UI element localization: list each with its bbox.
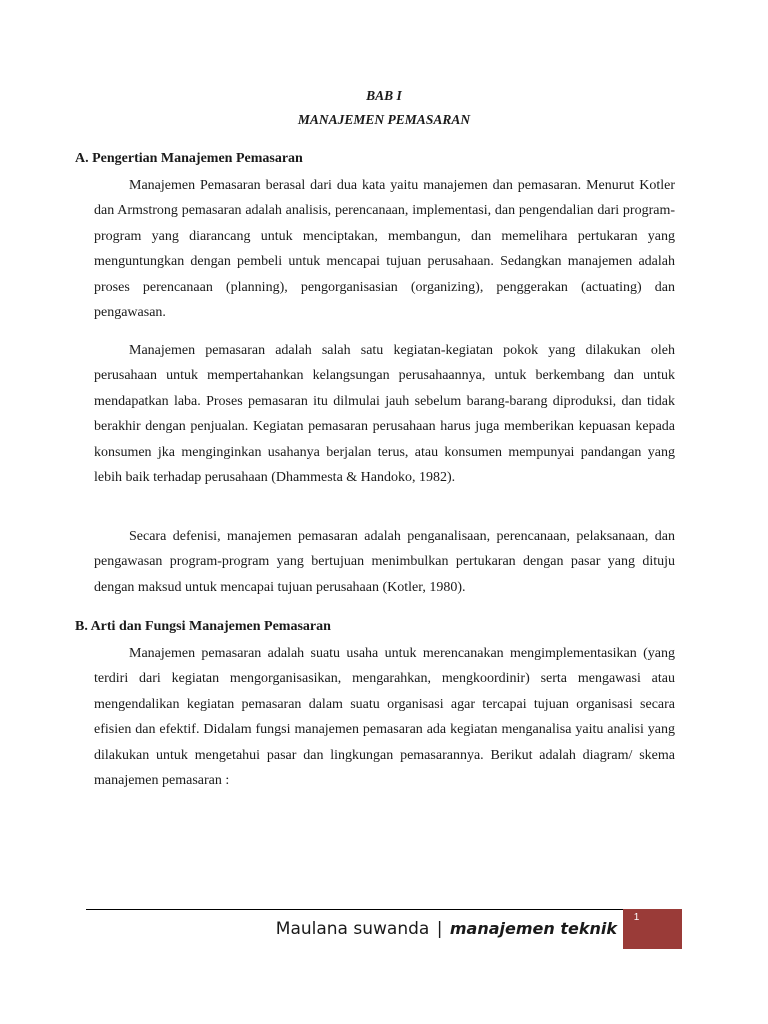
- footer-author: Maulana suwanda: [275, 919, 430, 939]
- section-b-heading: B. Arti dan Fungsi Manajemen Pemasaran: [75, 619, 331, 634]
- page-number: 1: [633, 912, 640, 923]
- section-a-paragraph-1: Manajemen Pemasaran berasal dari dua kata yaitu manajemen dan pemasaran. Menurut Kotler dan Armstrong pemasaran adalah analisis, perencanaan, implementasi, dan pengendalian dari program-program yang diarancang untuk menciptakan, membangun, dan memelihara pertukaran yang menguntungkan dengan pembeli untuk mencapai tujuan perusahaan. Sedangkan manajemen adalah proses perencanaan (planning), pengorganisasian (organizing), penggerakan (actuating) dan pengawasan.: [94, 178, 675, 321]
- chapter-number: BAB I: [366, 88, 402, 103]
- section-a-paragraph-2: Manajemen pemasaran adalah salah satu kegiatan-kegiatan pokok yang dilakukan oleh perusahaan untuk mempertahankan kelangsungan perusahaannya, untuk berkembang dan untuk mendapatkan laba. Proses pemasaran itu dilmulai jauh sebelum barang-barang diproduksi, dan tidak berakhir dengan penjualan. Kegiatan pemasaran perusahaan harus juga memberikan kepuasan kepada konsumen jka menginginkan usahanya berjalan terus, atau konsumen mempunyai pandangan yang lebih baik terhadap perusahaan (Dhammesta & Handoko, 1982).: [94, 343, 675, 486]
- section-a-heading: A. Pengertian Manajemen Pemasaran: [75, 151, 303, 166]
- page-number-box: [623, 909, 682, 949]
- footer-label: [276, 919, 617, 939]
- footer-separator: |: [436, 919, 443, 939]
- footer-course: manajemen teknik: [449, 919, 617, 938]
- section-b-paragraph-1: Manajemen pemasaran adalah suatu usaha untuk merencanakan mengimplementasikan (yang terdiri dari kegiatan mengorganisasikan, mengarahkan, mengkoordinir) serta mengawasi atau mengendalikan kegiatan pemasaran dalam suatu organisasi agar tercapai tujuan organisasi secara efisien dan efektif. Didalam fungsi manajemen pemasaran ada kegiatan menganalisa yaitu analisi yang dilakukan untuk mengetahui pasar dan lingkungan pemasarannya. Berikut adalah diagram/ skema manajemen pemasaran :: [94, 646, 675, 789]
- footer-divider: [86, 909, 623, 910]
- section-a-paragraph-3: Secara defenisi, manajemen pemasaran adalah penganalisaan, perencanaan, pelaksanaan, dan pengawasan program-program yang bertujuan menimbulkan pertukaran dengan pasar yang dituju dengan maksud untuk mencapai tujuan perusahaan (Kotler, 1980).: [94, 529, 675, 595]
- chapter-title: MANAJEMEN PEMASARAN: [297, 112, 471, 127]
